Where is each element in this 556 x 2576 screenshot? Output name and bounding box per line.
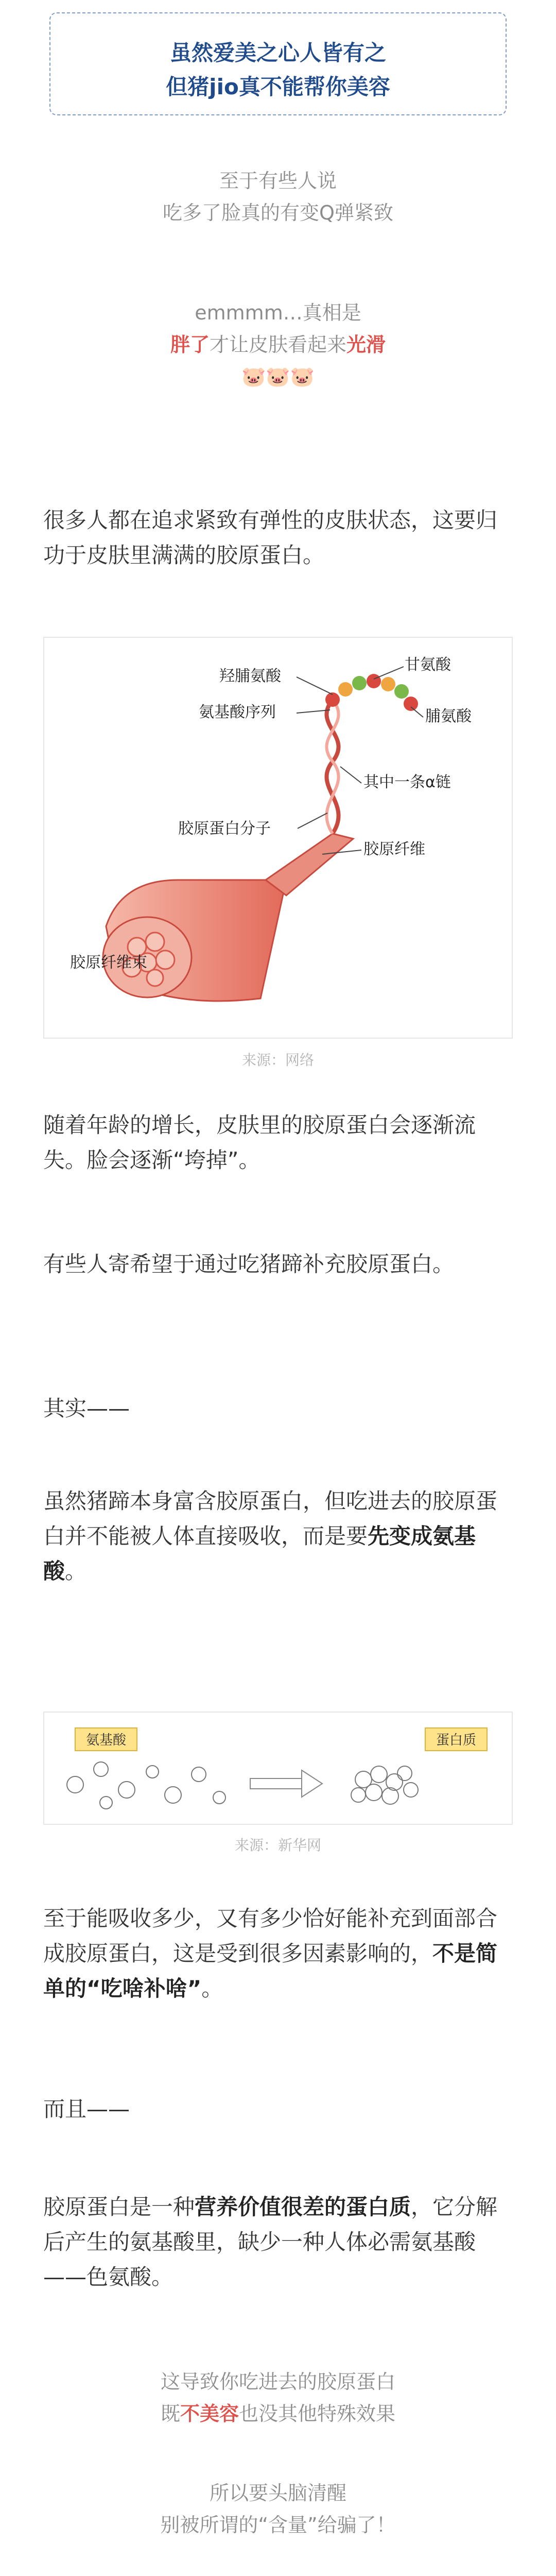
label-alpha-chain: 其中一条α链 — [363, 773, 451, 791]
not-beauty-highlight: 不美容 — [180, 2402, 239, 2425]
poor-nutrition-emphasis: 营养价值很差的蛋白质 — [195, 2194, 411, 2219]
amino-acid-label: 氨基酸 — [85, 1733, 127, 1748]
middle-line-4: 别被所谓的“含量”给骗了！ — [160, 2514, 396, 2536]
amino-acid-circles — [67, 1762, 225, 1809]
title-line-1: 虽然爱美之心人皆有之 — [169, 40, 386, 65]
pig-emojis: 🐷🐷🐷 — [241, 365, 315, 388]
title-box — [49, 12, 507, 115]
paragraph-actually: 其实—— — [43, 1396, 130, 1421]
intro-line-3: emmmm…真相是 — [195, 301, 361, 324]
label-fiber-bundle: 胶原纤维束 — [70, 954, 147, 972]
intro-line-4-middle: 才让皮肤看起来 — [209, 333, 346, 356]
middle-line-3: 所以要头脑清醒 — [209, 2482, 346, 2504]
paragraph-pig-trotter-hope: 有些人寄希望于通过吃猪蹄补充胶原蛋白。 — [43, 1251, 455, 1277]
figure2-caption: 来源：新华网 — [234, 1837, 321, 1854]
amino-acid-emphasis: 先变成氨基酸 — [43, 1523, 476, 1584]
protein-label: 蛋白质 — [436, 1733, 477, 1748]
amino-acid-beads — [325, 674, 418, 711]
label-collagen-fiber: 胶原纤维 — [363, 840, 425, 858]
paragraph-digestion — [43, 1484, 513, 1589]
middle-line-2-prefix: 既 — [160, 2402, 180, 2425]
label-proline: 脯氨酸 — [425, 707, 472, 725]
fiber-strands — [266, 834, 353, 895]
absorption-text: 至于能吸收多少，又有多少恰好能补充到面部合成胶原蛋白，这是受到很多因素影响的， — [43, 1906, 498, 1966]
collagen-structure-figure — [43, 637, 513, 1039]
paragraph-collagen-loss: 随着年龄的增长，皮肤里的胶原蛋白会逐渐流失。脸会逐渐“垮掉”。 — [43, 1112, 476, 1173]
middle-line-2 — [0, 2398, 556, 2430]
label-glycine: 甘氨酸 — [405, 656, 451, 674]
collagen-diagram — [44, 638, 512, 1038]
paragraph-collagen-intro: 很多人都在追求紧致有弹性的皮肤状态，这要归功于皮肤里满满的胶原蛋白。 — [43, 507, 498, 568]
conversion-arrow — [250, 1770, 322, 1797]
absorption-period: 。 — [201, 1976, 223, 2001]
paragraph-moreover: 而且—— — [43, 2096, 130, 2122]
intro-line-4 — [0, 329, 556, 361]
amino-to-protein-diagram — [44, 1713, 512, 1824]
label-collagen-molecule: 胶原蛋白分子 — [178, 820, 271, 838]
fat-highlight: 胖了 — [170, 333, 210, 356]
smooth-highlight: 光滑 — [346, 333, 386, 356]
label-hydroxyproline: 羟脯氨酸 — [219, 667, 281, 685]
digestion-period: 。 — [65, 1558, 87, 1584]
middle-note-1 — [0, 2366, 556, 2430]
amino-protein-figure — [43, 1711, 513, 1825]
label-amino-sequence: 氨基酸序列 — [199, 703, 276, 721]
intro-block-2 — [0, 297, 556, 393]
middle-line-2-suffix: 也没其他特殊效果 — [239, 2402, 396, 2425]
title-line-2: 但猪jio真不能帮你美容 — [166, 74, 390, 99]
paragraph-nutrition — [43, 2190, 513, 2295]
nutrition-text-end: ，它分解后产生的氨基酸里，缺少一种人体必需氨基酸——色氨酸。 — [43, 2194, 498, 2290]
intro-line-2: 吃多了脸真的有变Q弹紧致 — [163, 201, 393, 224]
middle-line-1: 这导致你吃进去的胶原蛋白 — [160, 2370, 395, 2393]
intro-block — [0, 165, 556, 229]
intro-line-1: 至于有些人说 — [219, 170, 337, 192]
not-simple-emphasis: 不是简单的“吃啥补啥” — [43, 1941, 498, 2001]
paragraph-absorption — [43, 1901, 513, 2006]
figure1-caption: 来源：网络 — [241, 1052, 314, 1069]
nutrition-text-start: 胶原蛋白是一种 — [43, 2194, 195, 2219]
middle-note-2 — [0, 2477, 556, 2541]
protein-circles — [351, 1766, 418, 1804]
digestion-text: 虽然猪蹄本身富含胶原蛋白，但吃进去的胶原蛋白并不能被人体直接吸收，而是要 — [43, 1488, 498, 1549]
